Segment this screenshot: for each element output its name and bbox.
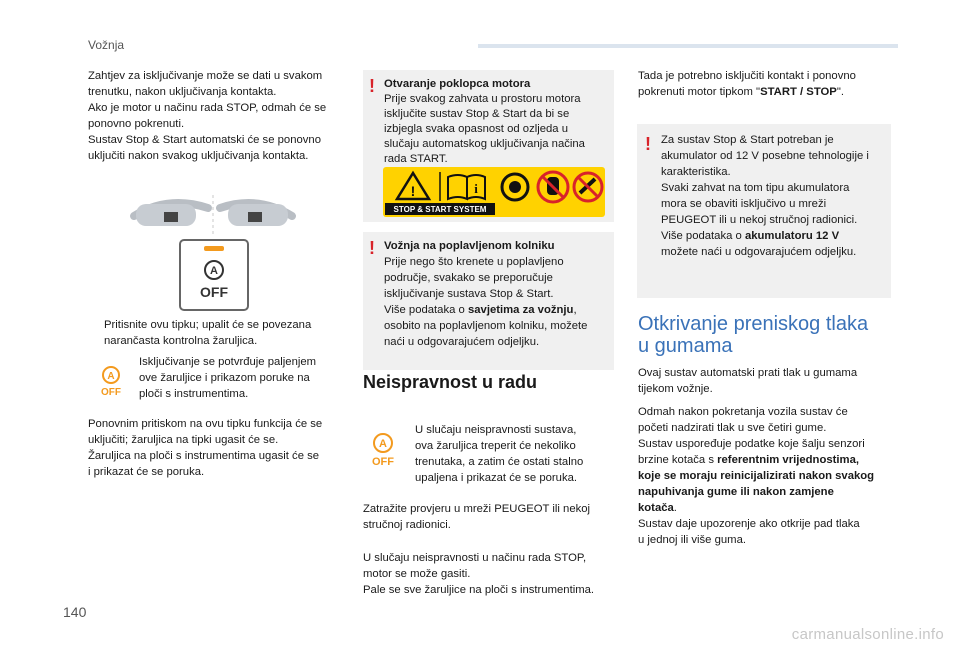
button-name-text: START / STOP bbox=[760, 86, 837, 98]
text-line: Pritisnite ovu tipku; upalit će se povezana bbox=[104, 319, 312, 331]
text-line: izbjegla svaka opasnost od ozljeda u bbox=[384, 123, 569, 135]
header-bar bbox=[478, 44, 898, 48]
lamp-letter: A bbox=[379, 438, 387, 450]
text-line: trenutku, nakon uključivanja kontakta. bbox=[88, 86, 277, 98]
text-line: slučaju automatskog uključivanja načina bbox=[384, 138, 585, 150]
text-line: akumulator od 12 V posebne tehnologije i bbox=[661, 150, 869, 162]
text-line: mora se obaviti isključivo u mreži bbox=[661, 198, 827, 210]
warning-mark: ! bbox=[369, 76, 375, 96]
text-line: koje se moraju reinicijalizirati nakon svakog bbox=[638, 470, 875, 482]
text-line: uključiti; žaruljica na tipki ugasit će se. bbox=[88, 434, 279, 446]
page-number: 140 bbox=[63, 604, 87, 620]
button-off-label: OFF bbox=[200, 284, 228, 300]
text-line: ove žaruljice i prikazom poruke na bbox=[139, 372, 310, 384]
steering-wheel-icon bbox=[134, 195, 292, 235]
svg-text:i: i bbox=[474, 181, 478, 196]
text-line: Zatražite provjeru u mreži PEUGEOT ili nekoj bbox=[363, 503, 591, 515]
text-line: Sustav Stop & Start automatski će se ponovno bbox=[88, 134, 321, 146]
button-letter: A bbox=[210, 265, 218, 277]
bold-text: referentnim vrijednostima, bbox=[717, 454, 860, 466]
text-line: Sustav uspoređuje podatke koje šalju senzori bbox=[638, 438, 865, 450]
text-line: ploči s instrumentima. bbox=[139, 388, 249, 400]
text-line: Prije svakog zahvata u prostoru motora bbox=[384, 93, 581, 105]
text-line: trenutaka, a zatim će ostati stalno bbox=[415, 456, 584, 468]
button-a-off-icon bbox=[180, 240, 248, 310]
text-line: naći u odgovarajućem odjeljku. bbox=[384, 336, 540, 348]
warning-title: Vožnja na poplavljenom kolniku bbox=[384, 240, 555, 252]
text-line: u jednoj ili više guma. bbox=[638, 534, 747, 546]
text-line: narančasta kontrolna žaruljica. bbox=[104, 335, 258, 347]
link-text: savjetima za vožnju bbox=[467, 304, 574, 316]
text-line: Tada je potrebno isključiti kontakt i ponovno bbox=[638, 70, 856, 82]
text-line: Sustav daje upozorenje ako otkrije pad tlaka bbox=[638, 518, 860, 530]
text-line bbox=[384, 303, 577, 319]
text-line: rada START. bbox=[384, 153, 448, 165]
text-line: Ovaj sustav automatski prati tlak u gumama bbox=[638, 367, 858, 379]
stop-start-warning-label bbox=[383, 167, 605, 217]
text-line: U slučaju neispravnosti sustava, bbox=[415, 424, 577, 436]
text-span: pokrenuti motor tipkom " bbox=[638, 86, 761, 98]
text-line: U slučaju neispravnosti u načinu rada STOP, bbox=[363, 552, 587, 564]
section-heading: Neispravnost u radu bbox=[363, 372, 538, 392]
text-line: napuhivanja gume ili nakon zamjene bbox=[638, 486, 834, 498]
text-line bbox=[661, 229, 839, 245]
text-line: osobito na poplavljenom kolniku, možete bbox=[384, 320, 588, 332]
text-line: Za sustav Stop & Start potreban je bbox=[661, 134, 834, 146]
text-span: . bbox=[673, 502, 677, 514]
text-line: isključivanje sustava Stop & Start. bbox=[384, 288, 554, 300]
text-line: Prije nego što krenete u poplavljeno bbox=[384, 256, 564, 268]
warning-mark: ! bbox=[645, 134, 651, 154]
lamp-letter: A bbox=[107, 371, 115, 382]
stop-start-off-lamp-icon bbox=[96, 365, 126, 397]
text-line: Zahtjev za isključivanje može se dati u svakom bbox=[88, 70, 323, 82]
text-line: Odmah nakon pokretanja vozila sustav će bbox=[638, 406, 848, 418]
text-line: upaljena i prikazat će se poruka. bbox=[415, 472, 578, 484]
text-line: Svaki zahvat na tom tipu akumulatora bbox=[661, 182, 850, 194]
text-span: , bbox=[573, 304, 577, 316]
text-span: Više podataka o bbox=[384, 304, 468, 316]
bold-text: kotača bbox=[638, 502, 674, 514]
steering-wheel-illustration bbox=[128, 190, 298, 320]
text-line: motor se može gasiti. bbox=[363, 568, 471, 580]
text-span: brzine kotača s bbox=[638, 454, 718, 466]
text-line: Žaruljica na ploči s instrumentima ugasit će se bbox=[88, 450, 320, 462]
text-line: i prikazat će se poruka. bbox=[88, 466, 205, 478]
text-line: područje, svakako se preporučuje bbox=[384, 272, 553, 284]
text-line: tijekom vožnje. bbox=[638, 383, 713, 395]
watermark: carmanualsonline.info bbox=[791, 626, 944, 643]
lamp-off-label: OFF bbox=[372, 456, 394, 468]
text-line: uključiti nakon svakog uključivanja kontakta. bbox=[88, 150, 309, 162]
text-line: Isključivanje se potvrđuje paljenjem bbox=[139, 356, 317, 368]
warning-mark: ! bbox=[369, 238, 375, 258]
section-header: Vožnja bbox=[88, 38, 125, 52]
text-line: ova žaruljica treperit će nekoliko bbox=[415, 440, 576, 452]
text-span: Više podataka o bbox=[661, 230, 745, 242]
text-span: ". bbox=[836, 86, 845, 98]
text-line: PEUGEOT ili u nekoj stručnoj radionici. bbox=[661, 214, 858, 226]
text-line: početi nadzirati tlak u sve četiri gume. bbox=[638, 422, 827, 434]
text-line bbox=[638, 501, 677, 517]
link-text: akumulatoru 12 V bbox=[744, 230, 840, 242]
text-line: Ponovnim pritiskom na ovu tipku funkcija će se bbox=[88, 418, 323, 430]
text-line: ponovno pokrenuti. bbox=[88, 118, 185, 130]
text-line: možete naći u odgovarajućem odjeljku. bbox=[661, 246, 857, 258]
text-line: stručnoj radionici. bbox=[363, 519, 451, 531]
text-line bbox=[638, 453, 859, 469]
section-heading-line: Otkrivanje preniskog tlaka bbox=[638, 313, 869, 335]
text-line: Pale se sve žaruljice na ploči s instrumentima. bbox=[363, 584, 595, 596]
text-line bbox=[638, 85, 844, 101]
svg-text:!: ! bbox=[410, 183, 416, 199]
warning-title: Otvaranje poklopca motora bbox=[384, 78, 531, 90]
text-line: Ako je motor u načinu rada STOP, odmah će se bbox=[88, 102, 327, 114]
stop-start-fault-lamp-icon bbox=[368, 432, 398, 468]
label-text: STOP & START SYSTEM bbox=[393, 205, 487, 214]
lamp-off-label: OFF bbox=[101, 387, 121, 397]
text-line: karakteristika. bbox=[661, 166, 731, 178]
section-heading-line: u gumama bbox=[638, 335, 733, 357]
text-line: isključite sustav Stop & Start da bi se bbox=[384, 108, 570, 120]
